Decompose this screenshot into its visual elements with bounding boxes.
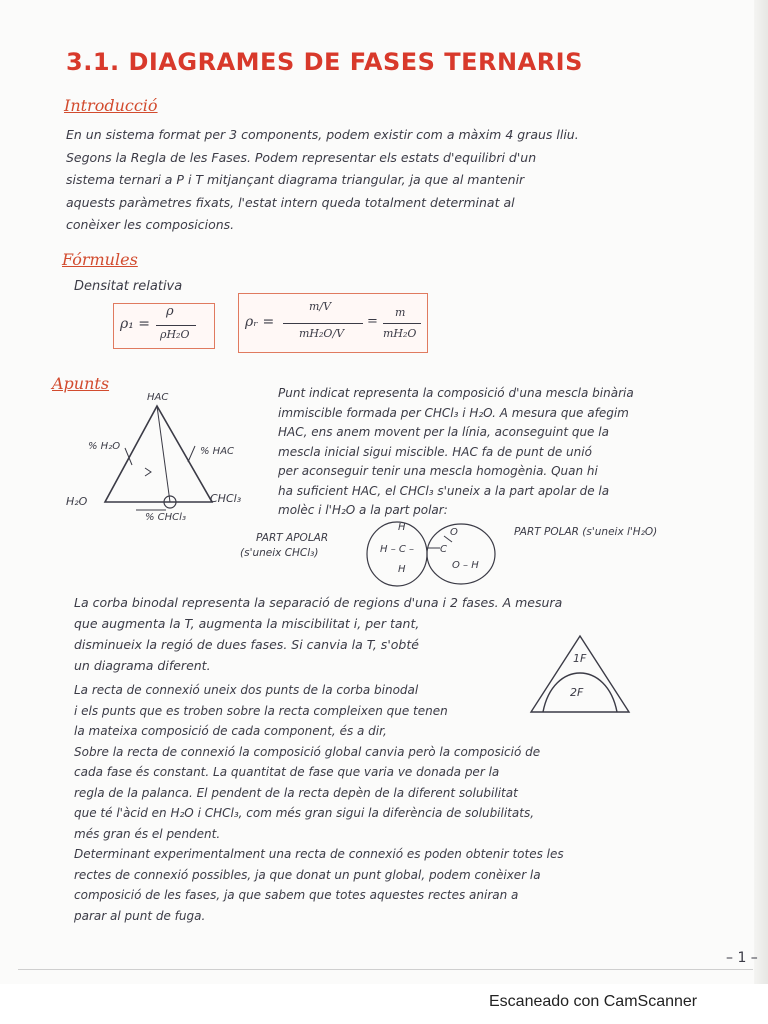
formula-box-mass-ratio [238,293,428,353]
fraction-bar [283,323,363,324]
apunts-line: mescla inicial sigui miscible. HAC fa de punt de unió [278,444,592,459]
apunts-line: Punt indicat representa la composició d'una mescla binària [278,386,634,400]
section-intro-heading: Introducció [64,96,158,115]
apunts-line: molèc i l'H₂O a la part polar: [278,503,448,517]
ternary-diagram [60,390,260,530]
binodal-line: disminueix la regió de dues fases. Si canvia la T, s'obté [74,637,419,652]
apunts-paragraph [278,384,634,521]
page-edge [754,0,768,1024]
recta-line: que té l'àcid en H₂O i CHCl₃, com més gran sigui la diferència de solubilitats, [74,806,535,820]
section-apunts-heading: Apunts [52,374,110,393]
recta-line: parar al punt de fuga. [74,908,206,923]
binodal-line: que augmenta la T, augmenta la miscibilitat i, per tant, [74,616,420,631]
side-left-label: % H₂O [88,441,121,452]
tie-line [157,406,170,502]
formula2-equals: = [367,314,378,329]
recta-paragraph [74,680,564,926]
intro-line: aquests paràmetres fixats, l'estat intern queda totalment determinat al [66,194,515,210]
atom-h-bottom: H [398,564,406,575]
two-phase-label: 2F [570,686,584,699]
apunts-line: HAC, ens anem movent per la línia, aconseguint que la [278,425,609,439]
vertex-right-label: CHCl₃ [210,492,242,505]
apunts-line: ha suficient HAC, el CHCl₃ s'uneix a la part apolar de la [278,483,610,498]
page-title: 3.1. DIAGRAMES DE FASES TERNARIS [66,48,583,76]
recta-line: rectes de connexió possibles, ja que donat un punt global, podem conèixer la [74,867,541,882]
side-bottom-label: % CHCl₃ [145,512,186,523]
fraction-bar [156,325,196,326]
recta-line: composició de les fases, ja que sabem que totes aquestes rectes aniran a [74,888,519,902]
atom-o-top: O [450,527,458,538]
atom-c-link: C [440,544,447,555]
section-formules-heading: Fórmules [62,250,138,269]
fraction-bar [383,323,421,324]
recta-line: cada fase és constant. La quantitat de fase que varia ve donada per la [74,765,500,779]
arrow-right [188,446,195,462]
intro-line: sistema ternari a P i T mitjançant diagrama triangular, ja que al mantenir [66,172,525,187]
intro-line: En un sistema format per 3 components, podem existir com a màxim 4 graus lliu. [66,127,579,142]
density-label: Densitat relativa [74,279,183,294]
formula1-lhs: ρ₁ = [120,316,151,332]
polar-label: PART POLAR (s'uneix l'H₂O) [514,526,658,538]
recta-line: la mateixa composició de cada component, és a dir, [74,724,387,738]
apunts-line: immiscible formada per CHCl₃ i H₂O. A mesura que afegim [278,405,629,420]
formula2-numerator: m/V [309,300,332,313]
apolar-sublabel: (s'uneix CHCl₃) [240,547,319,559]
apolar-label: PART APOLAR [256,532,329,544]
page-bottom-rule [18,969,753,970]
recta-line: Determinant experimentalment una recta de connexió es poden obtenir totes les [74,847,564,861]
formula1-numerator: ρ [166,304,174,319]
recta-line: La recta de connexió uneix dos punts de la corba binodal [74,683,419,697]
formula2-lhs: ρᵣ = [245,314,275,330]
intro-line: conèixer les composicions. [66,217,235,232]
formula2-denominator-2: mH₂O [383,327,417,340]
binodal-line: La corba binodal representa la separació de regions d'una i 2 fases. A mesura [74,595,563,610]
one-phase-label: 1F [573,652,587,665]
formula2-denominator: mH₂O/V [299,327,345,340]
recta-line: Sobre la recta de connexió la composició global canvia però la composició de [74,744,541,759]
intro-paragraph [66,124,579,237]
recta-line: i els punts que es troben sobre la recta compleixen que tenen [74,703,448,718]
inner-arrow [145,468,151,476]
formula2-numerator-2: m [395,306,406,319]
scanner-watermark: Escaneado con CamScanner [489,993,698,1010]
atom-h-left: H – C – [380,544,415,555]
recta-line: regla de la palanca. El pendent de la recta depèn de la diferent solubilitat [74,785,518,800]
formula1-denominator: ρH₂O [160,328,190,341]
intro-line: Segons la Regla de les Fases. Podem representar els estats d'equilibri d'un [66,149,537,165]
page-number: – 1 – [726,950,758,966]
atom-h-top: H [398,522,406,533]
side-right-label: % HAC [200,446,235,457]
atom-o-right: O – H [452,560,479,571]
vertex-top-label: HAC [147,392,169,403]
recta-line: més gran és el pendent. [74,826,221,841]
binodal-line: un diagrama diferent. [74,658,211,673]
binodal-paragraph [74,592,562,676]
vertex-left-label: H₂O [66,495,88,508]
polar-circle [427,524,495,584]
formula-box-relative-density [113,303,215,349]
apunts-line: per aconseguir tenir una mescla homogènia. Quan hi [278,464,598,478]
